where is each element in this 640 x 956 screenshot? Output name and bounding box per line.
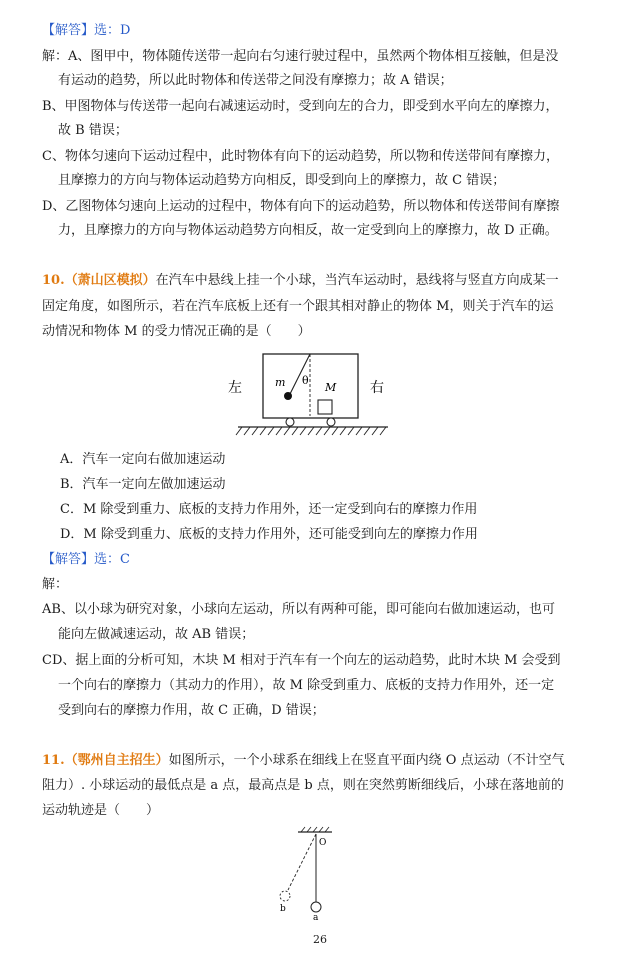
- wheel-left: [286, 418, 294, 426]
- question-number: 11.: [42, 753, 65, 768]
- answer-choice: 选：C: [94, 552, 130, 567]
- ball-b: [280, 891, 290, 901]
- question-text: 动情况和物体 M 的受力情况正确的是（ ）: [42, 324, 311, 339]
- ground-hatching: [236, 427, 386, 435]
- solution-line: 解：: [42, 577, 69, 592]
- question-source: （鄂州自主招生）: [64, 753, 169, 768]
- option-c: C．M 除受到重力、底板的支持力作用外，还一定受到向右的摩擦力作用: [60, 502, 478, 517]
- pivot-label: O: [319, 838, 327, 848]
- wheel-right: [327, 418, 335, 426]
- solution-line: D、乙图物体匀速向上运动的过程中，物体有向下的运动趋势，所以物体和传送带间有摩擦: [42, 199, 560, 214]
- solution-line: 能向左做减速运动，故 AB 错误；: [58, 627, 255, 642]
- question-source: （萧山区模拟）: [64, 273, 156, 288]
- solution-line: 一个向右的摩擦力（其动力的作用），故 M 除受到重力、底板的支持力作用外，还一定: [58, 678, 555, 693]
- solution-line: 受到向右的摩擦力作用，故 C 正确，D 错误；: [58, 703, 325, 718]
- answer-choice: 选：D: [94, 23, 131, 38]
- answer-heading: 【解答】: [42, 552, 95, 567]
- angle-label: θ: [302, 374, 309, 387]
- question-text: 阻力）. 小球运动的最低点是 a 点，最高点是 b 点，则在突然剪断细线后，小球在落地前的: [42, 778, 564, 793]
- solution-line: CD、据上面的分析可知，木块 M 相对于汽车有一个向左的运动趋势，此时木块 M 会受到: [42, 653, 561, 668]
- label-a: a: [313, 913, 319, 922]
- ball-a: [311, 902, 321, 912]
- option-a: A．汽车一定向右做加速运动: [60, 452, 226, 467]
- page-number: 26: [313, 933, 327, 946]
- label-left: 左: [228, 380, 242, 396]
- solution-line: 力，且摩擦力的方向与物体运动趋势方向相反，故一定受到向上的摩擦力，故 D 正确。: [58, 223, 558, 238]
- q11-stem-line: [42, 752, 565, 770]
- block-label: M: [325, 381, 337, 394]
- solution-line: C、物体匀速向下运动过程中，此时物体有向下的运动趋势，所以物和传送带间有摩擦力，: [42, 149, 559, 164]
- ceiling-hatching: [301, 827, 329, 832]
- ball-label: m: [275, 376, 286, 389]
- answer-heading: 【解答】: [42, 23, 95, 38]
- question-text: 固定角度，如图所示，若在汽车底板上还有一个跟其相对静止的物体 M，则关于汽车的运: [42, 299, 554, 314]
- solution-line: B、甲图物体与传送带一起向右减速运动时，受到向左的合力，即受到水平向左的摩擦力，: [42, 99, 559, 114]
- string-dashed: [288, 834, 316, 890]
- car-pendulum-figure: [220, 350, 400, 442]
- question-number: 10.: [42, 273, 65, 288]
- solution-line: 故 B 错误；: [58, 123, 128, 138]
- label-b: b: [280, 904, 286, 914]
- question-text: 运动轨迹是（ ）: [42, 803, 160, 818]
- solution-line: 解：A、图甲中，物体随传送带一起向右匀速行驶过程中，虽然两个物体相互接触，但是没: [42, 49, 559, 64]
- label-right: 右: [370, 380, 384, 396]
- option-b: B．汽车一定向左做加速运动: [60, 477, 226, 492]
- q10-stem-line: [42, 272, 559, 290]
- q9-answer-line: [42, 22, 130, 40]
- question-text: 如图所示，一个小球系在细线上在竖直平面内绕 O 点运动（不计空气: [168, 753, 565, 768]
- solution-line: 且摩擦力的方向与物体运动趋势方向相反，即受到向上的摩擦力，故 C 错误；: [58, 173, 506, 188]
- pendulum-figure: [270, 826, 350, 922]
- option-d: D．M 除受到重力、底板的支持力作用外，还可能受到向左的摩擦力作用: [60, 527, 478, 542]
- q10-answer-line: [42, 551, 130, 569]
- block-m: [318, 400, 332, 414]
- hanging-ball: [284, 392, 292, 400]
- solution-line: AB、以小球为研究对象，小球向左运动，所以有两种可能，即可能向右做加速运动，也可: [42, 602, 555, 617]
- question-text: 在汽车中悬线上挂一个小球，当汽车运动时，悬线将与竖直方向成某一: [155, 273, 559, 288]
- solution-line: 有运动的趋势，所以此时物体和传送带之间没有摩擦力；故 A 错误；: [58, 73, 453, 88]
